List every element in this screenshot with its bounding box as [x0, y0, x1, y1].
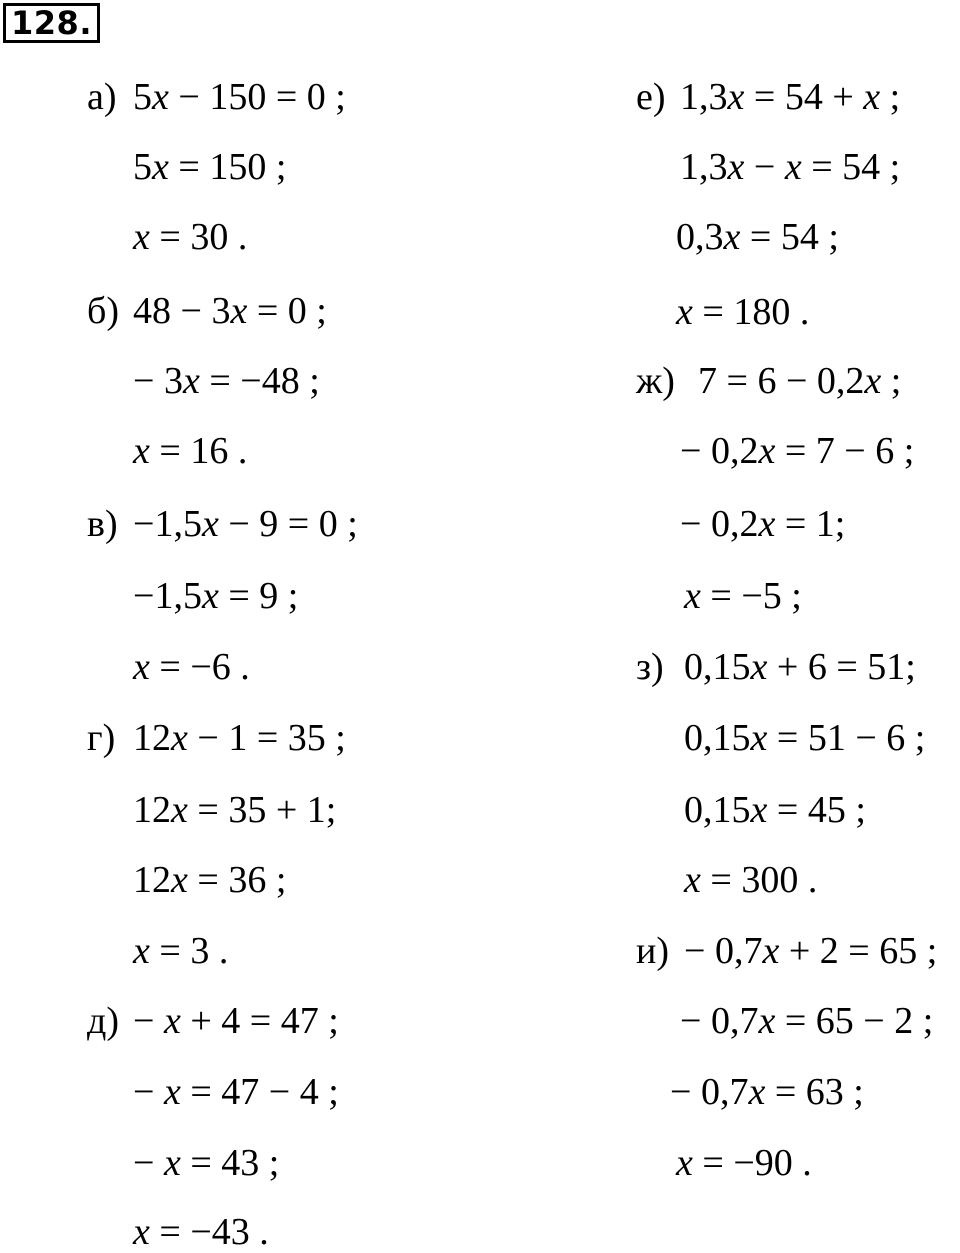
equation-zh-1: 7 = 6 − 0,2x ; — [698, 360, 902, 402]
label-zh: ж) — [636, 360, 675, 402]
label-e: е) — [636, 76, 666, 118]
equation-a-3: x = 30 . — [133, 216, 248, 258]
problem-number: 128. — [11, 4, 92, 42]
equation-d-1: − x + 4 = 47 ; — [133, 1000, 339, 1042]
equation-b-1: 48 − 3x = 0 ; — [133, 290, 327, 332]
equation-a-1: 5x − 150 = 0 ; — [133, 76, 346, 118]
equation-e-2: 1,3x − x = 54 ; — [680, 146, 901, 188]
equation-v-3: x = −6 . — [133, 646, 250, 688]
label-i: и) — [636, 930, 669, 972]
equation-i-2: − 0,7x = 65 − 2 ; — [680, 1000, 934, 1042]
equation-i-1: − 0,7x + 2 = 65 ; — [684, 930, 938, 972]
equation-z-4: x = 300 . — [684, 859, 818, 901]
equation-z-2: 0,15x = 51 − 6 ; — [684, 717, 926, 759]
equation-i-3: − 0,7x = 63 ; — [670, 1071, 864, 1113]
label-a: а) — [87, 76, 117, 118]
equation-zh-3: − 0,2x = 1; — [680, 503, 846, 545]
equation-g-3: 12x = 36 ; — [133, 859, 287, 901]
label-d: д) — [87, 1000, 119, 1042]
equation-a-2: 5x = 150 ; — [133, 146, 287, 188]
label-g: г) — [87, 717, 116, 759]
equation-v-2: −1,5x = 9 ; — [133, 575, 299, 617]
equation-g-1: 12x − 1 = 35 ; — [133, 717, 346, 759]
equation-z-1: 0,15x + 6 = 51; — [684, 646, 916, 688]
equation-d-3: − x = 43 ; — [133, 1142, 280, 1184]
equation-e-1: 1,3x = 54 + x ; — [680, 76, 901, 118]
label-b: б) — [87, 290, 119, 332]
equation-g-2: 12x = 35 + 1; — [133, 789, 337, 831]
label-v: в) — [87, 503, 118, 545]
equation-v-1: −1,5x − 9 = 0 ; — [133, 503, 358, 545]
equation-d-4: x = −43 . — [133, 1211, 269, 1253]
problem-number-box — [3, 3, 100, 43]
equation-d-2: − x = 47 − 4 ; — [133, 1071, 339, 1113]
equation-z-3: 0,15x = 45 ; — [684, 789, 866, 831]
equation-i-4: x = −90 . — [676, 1142, 812, 1184]
equation-b-2: − 3x = −48 ; — [133, 360, 320, 402]
equation-zh-2: − 0,2x = 7 − 6 ; — [680, 430, 915, 472]
equation-b-3: x = 16 . — [133, 430, 248, 472]
label-z: з) — [636, 646, 664, 688]
equation-e-3: 0,3x = 54 ; — [676, 216, 839, 258]
equation-e-4: x = 180 . — [676, 291, 810, 333]
equation-g-4: x = 3 . — [133, 930, 229, 972]
equation-zh-4: x = −5 ; — [684, 575, 802, 617]
